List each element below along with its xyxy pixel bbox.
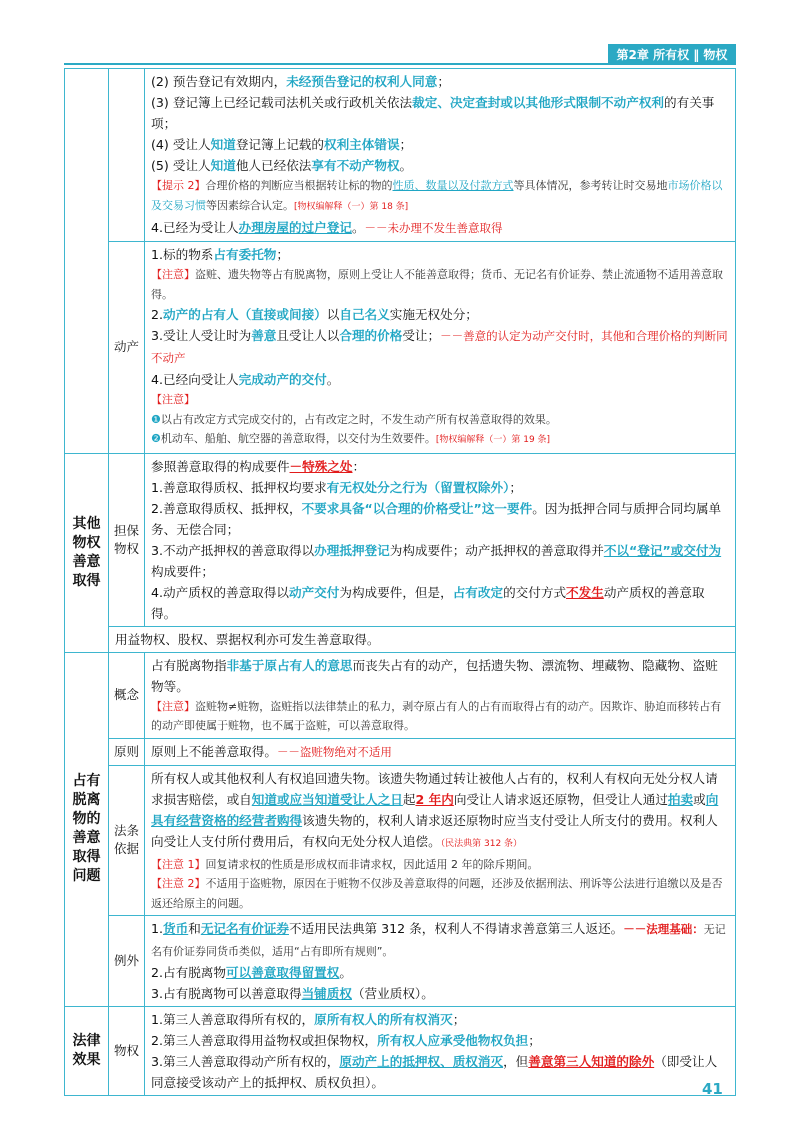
realty-item-4: (4) 受让人知道登记簿上记载的权利主体错误；: [151, 137, 413, 152]
usufruct-text: 用益物权、股权、票据权利亦可发生善意取得。: [115, 631, 380, 647]
principle-label: 原则: [109, 738, 145, 765]
movable-item-2: 2.动产的占有人（直接或间接）以自己名义实施无权处分；: [151, 307, 478, 322]
guarantee-item-2: 2.善意取得质权、抵押权，不要求具备“以合理的价格受让”这一要件。因为抵押合同与质押合同均属单务、无偿合同；: [151, 500, 722, 537]
law-label: 法条依据: [109, 765, 145, 916]
effect-item-2: 2.第三人善意取得用益物权或担保物权，所有权人应承受他物权负担；: [151, 1032, 541, 1048]
effect-cell: [145, 1006, 736, 1095]
exception-item-2: 2.占有脱离物可以善意取得留置权。: [151, 964, 352, 980]
exception-item-1: 1.货币和无记名有价证券不适用民法典第 312 条，权利人不得请求善意第三人返还。－－法理基础：无记名有价证券同货币类似，适用“占有即所有规则”。: [151, 921, 726, 958]
movable-cell: [145, 242, 736, 454]
other-rights-label: 其他物权善意取得: [65, 453, 109, 652]
movable-note-1: 【注意】盗赃、遗失物等占有脱离物，原则上受让人不能善意取得；货币、无记名有价证券、禁止流通物不适用善意取得。: [151, 268, 723, 301]
guarantee-item-4: 4.动产质权的善意取得以动产交付为构成要件，但是，占有改定的交付方式不发生动产质权的善意取得。: [151, 584, 705, 621]
concept-note: 【注意】盗赃物≠赃物，盗赃指以法律禁止的私力，剥夺原占有人的占有而取得占有的动产。因欺诈、胁迫而移转占有的动产即使属于赃物，也不属于盗赃，可以善意取得。: [151, 699, 722, 732]
guarantee-label: 担保物权: [109, 453, 145, 626]
row-realty-cont: [65, 69, 736, 242]
guarantee-item-3: 3.不动产抵押权的善意取得以办理抵押登记为构成要件；动产抵押权的善意取得并不以“登记”或交付为构成要件；: [151, 542, 722, 579]
effect-item-1: 1.第三人善意取得所有权的，原所有权人的所有权消灭；: [151, 1011, 466, 1027]
principle-cell: [145, 738, 736, 765]
realty-item-5: (5) 受让人知道他人已经依法享有不动产物权。: [151, 158, 413, 173]
realty-item-2: (2) 预告登记有效期内，未经预告登记的权利人同意；: [151, 74, 450, 89]
content-table: [64, 68, 736, 1096]
realty-item-6: 4.已经为受让人办理房屋的过户登记。－－未办理不发生善意取得: [151, 220, 503, 235]
guarantee-cell: [145, 453, 736, 626]
usufruct-cell: [109, 626, 736, 652]
chapter-header: 第2章 所有权 ‖ 物权: [608, 44, 736, 64]
concept-label: 概念: [109, 652, 145, 738]
row-principle: [65, 738, 736, 765]
movable-item-3: 3.受让人受让时为善意且受让人以合理的价格受让；－－善意的认定为动产交付时，其他和合理价格的判断同不动产: [151, 328, 728, 365]
exception-item-3: 3.占有脱离物可以善意取得当铺质权（营业质权）。: [151, 985, 434, 1001]
concept-text: 占有脱离物指非基于原占有人的意思而丧失占有的动产，包括遗失物、漂流物、埋藏物、隐藏物、盗赃物等。: [151, 657, 718, 694]
realty-item-3: (3) 登记簿上已经记载司法机关或行政机关依法裁定、决定查封或以其他形式限制不动产权利的有关事项；: [151, 95, 715, 131]
law-cell: [145, 765, 736, 916]
concept-cell: [145, 652, 736, 738]
movable-point-1: ❶以占有改定方式完成交付的，占有改定之时，不发生动产所有权善意取得的效果。: [151, 412, 557, 426]
row-guarantee: [65, 453, 736, 626]
effect-sub-label: 物权: [109, 1006, 145, 1095]
movable-item-4: 4.已经向受让人完成动产的交付。: [151, 372, 340, 387]
movable-note-2: 【注意】: [151, 393, 195, 406]
row-effect: [65, 1006, 736, 1095]
page-number: 41: [702, 1080, 723, 1098]
empty-cell: [109, 69, 145, 242]
movable-item-1: 1.标的物系占有委托物；: [151, 247, 289, 262]
row-exception: [65, 916, 736, 1007]
lost-property-label: 占有脱离物的善意取得问题: [65, 652, 109, 1006]
law-note-2: 【注意 2】不适用于盗赃物，原因在于赃物不仅涉及善意取得的问题，还涉及依据刑法、刑诉等公法进行追缴以及是否返还给原主的问题。: [151, 877, 723, 910]
row-movable: [65, 242, 736, 454]
law-text: 所有权人或其他权利人有权追回遗失物。该遗失物通过转让被他人占有的，权利人有权向无处分权人请求损害赔偿，或自知道或应当知道受让人之日起2 年内向受让人请求返还原物，但受让人通过拍卖或向具有经营资格的经营者购得该遗失物的，权利人请求返还原物时应当支付受让人所支付的费用。权利人向受让人支付所付费用后，有权向无处分权人追偿。（民法典第 312 条）: [151, 770, 719, 849]
movable-point-2: ❷机动车、船舶、航空器的善意取得，以交付为生效要件。[物权编解释（一）第 19 条]: [151, 432, 551, 445]
movable-label: 动产: [109, 242, 145, 454]
guarantee-intro: 参照善意取得的构成要件－特殊之处：: [151, 458, 366, 474]
exception-label: 例外: [109, 916, 145, 1007]
header-rule: [64, 63, 736, 65]
law-note-1: 【注意 1】回复请求权的性质是形成权而非请求权，因此适用 2 年的除斥期间。: [151, 857, 539, 871]
principle-text: 原则上不能善意取得。－－盗赃物绝对不适用: [151, 743, 392, 759]
row-concept: [65, 652, 736, 738]
exception-cell: [145, 916, 736, 1007]
guarantee-item-1: 1.善意取得质权、抵押权均要求有无权处分之行为（留置权除外）；: [151, 479, 522, 495]
row-law: [65, 765, 736, 916]
row-usufruct: [65, 626, 736, 652]
empty-cell: [65, 69, 109, 454]
effect-item-3: 3.第三人善意取得动产所有权的，原动产上的抵押权、质权消灭，但善意第三人知道的除外（即受让人同意接受该动产上的抵押权、质权负担）。: [151, 1053, 718, 1090]
legal-effect-label: 法律效果: [65, 1006, 109, 1095]
tip-note-2: 【提示 2】合理价格的判断应当根据转让标的物的性质、数量以及付款方式等具体情况，参考转让时交易地市场价格以及交易习惯等因素综合认定。[物权编解释（一）第 18 条]: [151, 179, 723, 212]
realty-cont-cell: [145, 69, 736, 242]
